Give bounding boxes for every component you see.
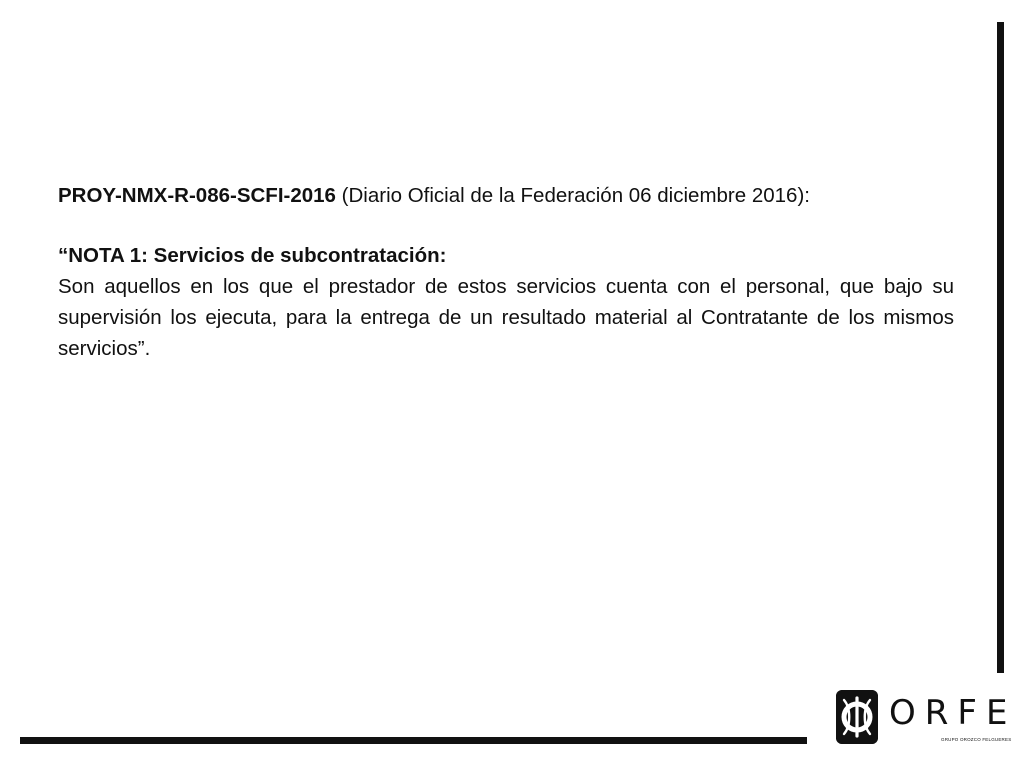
orfe-logo-symbol-icon [836,690,878,744]
right-vertical-rule [997,22,1004,673]
note-body: Son aquellos en los que el prestador de estos servicios cuenta con el personal, que bajo su supervisión los ejecuta, para la entrega de un resultado material al Contratante de los mismos servicios”. [58,275,954,360]
regulation-heading [58,180,954,211]
note-title: “NOTA 1: Servicios de subcontratación: [58,244,447,267]
bottom-horizontal-rule [20,737,807,744]
logo-letter-o: O [889,693,916,733]
logo-letter-r: R [924,693,949,733]
logo-letter-e: E [985,693,1008,733]
orfe-logo-icon [836,690,878,744]
paragraph-spacer [58,211,954,240]
regulation-description: (Diario Oficial de la Federación 06 diciembre 2016): [335,184,810,207]
regulation-code: PROY-NMX-R-086-SCFI-2016 [58,184,336,207]
orfe-logo-wordmark [889,695,1007,731]
orfe-logo [836,690,1012,748]
logo-letter-f: F [957,693,977,733]
orfe-logo-subtitle: GRUPO OROZCO FELGUERES [941,737,1012,742]
document-content [58,180,954,364]
